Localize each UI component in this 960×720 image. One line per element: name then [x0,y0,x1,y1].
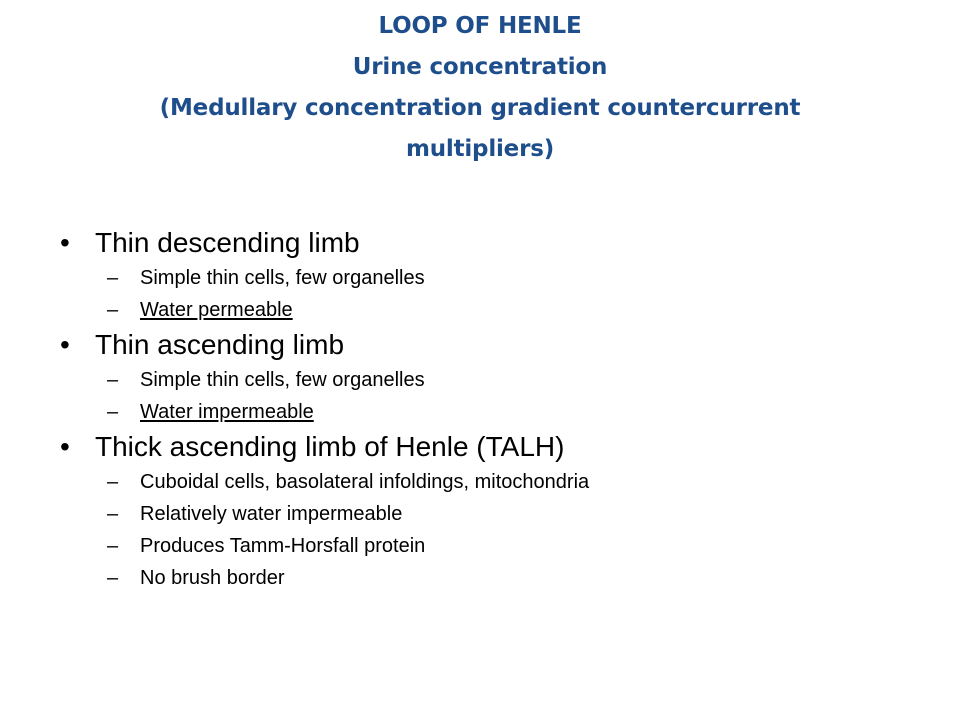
dash-icon: – [107,471,119,493]
bullet-icon: • [60,329,70,360]
slide-title [40,6,920,170]
bullet-heading: Thin descending limb [95,227,360,258]
bullet-thin-ascending-limb [60,326,940,364]
title-line-3: (Medullary concentration gradient countercurrent [159,95,801,121]
title-line-4: multipliers) [405,136,555,162]
sub-bullet-text: No brush border [140,567,285,589]
sub-bullet-text: Cuboidal cells, basolateral infoldings, mitochondria [140,471,590,493]
sub-bullet-text: Produces Tamm-Horsfall protein [140,535,426,557]
bullet-heading: Thick ascending limb of Henle (TALH) [95,431,565,462]
dash-icon: – [107,567,119,589]
sub-bullet [60,466,940,498]
sub-bullet [60,364,940,396]
dash-icon: – [107,503,119,525]
sub-bullet-text-underlined: Water impermeable [140,401,314,423]
bullet-icon: • [60,227,70,258]
dash-icon: – [107,369,119,391]
sub-bullet-text-underlined: Water permeable [140,299,293,321]
sub-bullet [60,562,940,594]
dash-icon: – [107,267,119,289]
dash-icon: – [107,299,119,321]
title-line-2: Urine concentration [352,54,608,80]
dash-icon: – [107,535,119,557]
bullet-heading: Thin ascending limb [95,329,345,360]
sub-bullet [60,498,940,530]
sub-bullet-text: Simple thin cells, few organelles [140,267,425,289]
dash-icon: – [107,401,119,423]
bullet-thin-descending-limb [60,224,940,262]
bullet-list [60,224,940,594]
sub-bullet [60,262,940,294]
bullet-thick-ascending-limb [60,428,940,466]
title-line-1: LOOP OF HENLE [378,13,582,39]
sub-bullet [60,396,940,428]
bullet-icon: • [60,431,70,462]
sub-bullet-text: Relatively water impermeable [140,503,403,525]
sub-bullet [60,294,940,326]
sub-bullet-text: Simple thin cells, few organelles [140,369,425,391]
sub-bullet [60,530,940,562]
